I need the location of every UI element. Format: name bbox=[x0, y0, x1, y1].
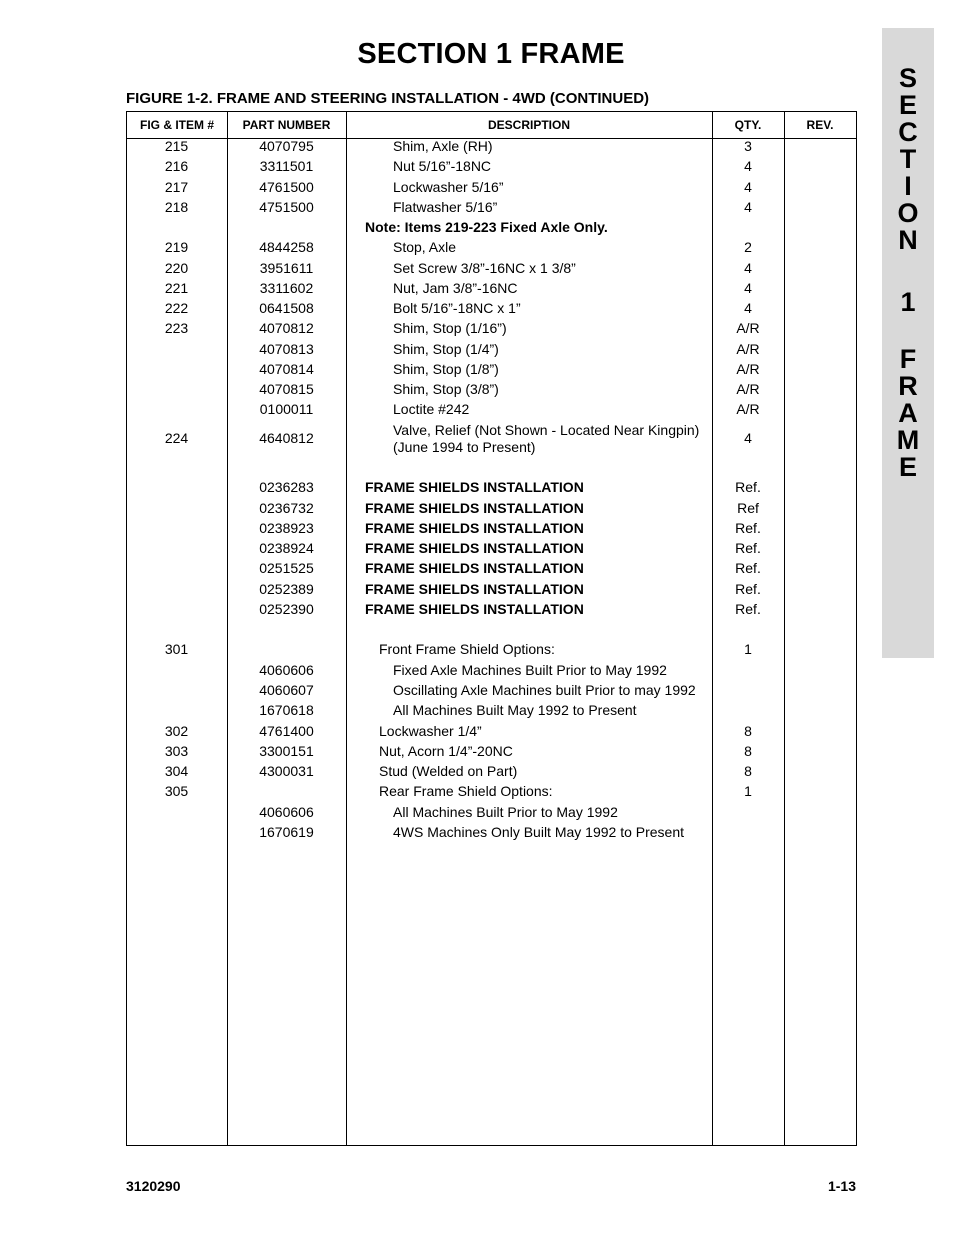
description-cell: Valve, Relief (Not Shown - Located Near Kingpin) bbox=[393, 422, 700, 438]
side-tab-letter: M bbox=[896, 425, 920, 455]
part-number-cell: 0236283 bbox=[259, 479, 314, 495]
description-cell: Flatwasher 5/16” bbox=[393, 199, 498, 215]
description-cell: Shim, Stop (3/8”) bbox=[393, 381, 499, 397]
qty-cell: 4 bbox=[744, 199, 752, 215]
qty-cell: 4 bbox=[744, 430, 752, 446]
part-number-cell: 3951611 bbox=[259, 260, 314, 276]
fig-item-cell: 302 bbox=[164, 723, 189, 739]
part-number-cell: 1670618 bbox=[259, 702, 314, 718]
header-description: DESCRIPTION bbox=[487, 118, 570, 132]
side-tab-letter: F bbox=[899, 344, 917, 374]
qty-cell: 3 bbox=[744, 138, 752, 154]
document-number: 3120290 bbox=[126, 1178, 181, 1194]
description-cell: Shim, Axle (RH) bbox=[393, 138, 493, 154]
side-tab-letter: O bbox=[897, 198, 919, 228]
qty-cell: Ref. bbox=[735, 520, 761, 536]
description-cell: 4WS Machines Only Built May 1992 to Present bbox=[393, 824, 685, 840]
description-cell: Note: Items 219-223 Fixed Axle Only. bbox=[365, 219, 608, 235]
qty-cell: Ref. bbox=[735, 560, 761, 576]
figure-title: FIGURE 1-2. FRAME AND STEERING INSTALLATION - 4WD (CONTINUED) bbox=[126, 90, 650, 107]
part-number-cell: 4060606 bbox=[259, 662, 314, 678]
description-cell: Shim, Stop (1/8”) bbox=[393, 361, 499, 377]
side-tab-letter: E bbox=[898, 452, 917, 482]
qty-cell: A/R bbox=[736, 361, 760, 377]
part-number-cell: 3311602 bbox=[259, 280, 314, 296]
header-part-number: PART NUMBER bbox=[242, 118, 331, 132]
part-number-cell: 4844258 bbox=[259, 239, 314, 255]
qty-cell: 8 bbox=[744, 723, 752, 739]
part-number-cell: 3311501 bbox=[259, 158, 314, 174]
qty-cell: 4 bbox=[744, 179, 752, 195]
fig-item-cell: 223 bbox=[164, 320, 189, 336]
qty-cell: A/R bbox=[736, 401, 760, 417]
description-cell: Nut 5/16”-18NC bbox=[393, 158, 492, 174]
description-cell: Oscillating Axle Machines built Prior to may 1992 bbox=[393, 682, 696, 698]
part-number-cell: 4640812 bbox=[259, 430, 314, 446]
side-tab-letter: E bbox=[898, 90, 917, 120]
part-number-cell: 4070812 bbox=[259, 320, 314, 336]
header-rev: REV. bbox=[806, 118, 834, 132]
fig-item-cell: 304 bbox=[164, 763, 189, 779]
qty-cell: 4 bbox=[744, 158, 752, 174]
description-cell: Loctite #242 bbox=[393, 401, 470, 417]
description-cell: Fixed Axle Machines Built Prior to May 1992 bbox=[393, 662, 667, 678]
side-tab-letter: A bbox=[898, 398, 918, 428]
side-tab-letter: I bbox=[904, 171, 912, 201]
part-number-cell: 4070813 bbox=[259, 341, 314, 357]
description-cell: Lockwasher 1/4” bbox=[379, 723, 482, 739]
description-cell: FRAME SHIELDS INSTALLATION bbox=[365, 500, 584, 516]
section-side-tab bbox=[882, 28, 934, 658]
fig-item-cell: 215 bbox=[164, 138, 189, 154]
description-cell: Shim, Stop (1/16”) bbox=[393, 320, 507, 336]
description-cell: FRAME SHIELDS INSTALLATION bbox=[365, 581, 584, 597]
part-number-cell: 0238924 bbox=[259, 540, 314, 556]
qty-cell: 2 bbox=[744, 239, 752, 255]
part-number-cell: 3300151 bbox=[259, 743, 314, 759]
page-number: 1-13 bbox=[827, 1178, 856, 1194]
fig-item-cell: 305 bbox=[164, 783, 189, 799]
part-number-cell: 0252389 bbox=[259, 581, 314, 597]
qty-cell: A/R bbox=[736, 320, 760, 336]
description-cell: Bolt 5/16”-18NC x 1” bbox=[393, 300, 521, 316]
description-cell: Nut, Acorn 1/4”-20NC bbox=[379, 743, 513, 759]
part-number-cell: 1670619 bbox=[259, 824, 314, 840]
part-number-cell: 4761400 bbox=[259, 723, 314, 739]
fig-item-cell: 219 bbox=[164, 239, 189, 255]
qty-cell: 4 bbox=[744, 300, 752, 316]
column-divider bbox=[784, 112, 785, 1145]
part-number-cell: 0252390 bbox=[259, 601, 314, 617]
description-cell: Set Screw 3/8”-16NC x 1 3/8” bbox=[393, 260, 576, 276]
description-cell: All Machines Built Prior to May 1992 bbox=[393, 804, 618, 820]
part-number-cell: 4070795 bbox=[259, 138, 314, 154]
fig-item-cell: 221 bbox=[164, 280, 189, 296]
qty-cell: A/R bbox=[736, 341, 760, 357]
qty-cell: 1 bbox=[744, 641, 752, 657]
qty-cell: Ref. bbox=[735, 540, 761, 556]
side-tab-letter: S bbox=[898, 63, 917, 93]
part-number-cell: 4300031 bbox=[259, 763, 314, 779]
fig-item-cell: 216 bbox=[164, 158, 189, 174]
qty-cell: 4 bbox=[744, 280, 752, 296]
part-number-cell: 0236732 bbox=[259, 500, 314, 516]
side-tab-letter: R bbox=[898, 371, 918, 401]
header-qty: QTY. bbox=[734, 118, 762, 132]
part-number-cell: 4060606 bbox=[259, 804, 314, 820]
qty-cell: Ref. bbox=[735, 601, 761, 617]
description-cell: FRAME SHIELDS INSTALLATION bbox=[365, 560, 584, 576]
side-tab-letter: T bbox=[899, 144, 917, 174]
side-tab-letter: N bbox=[898, 225, 918, 255]
description-cell: All Machines Built May 1992 to Present bbox=[393, 702, 637, 718]
description-cell: Stop, Axle bbox=[393, 239, 457, 255]
qty-cell: 1 bbox=[744, 783, 752, 799]
part-number-cell: 0238923 bbox=[259, 520, 314, 536]
qty-cell: Ref. bbox=[735, 479, 761, 495]
fig-item-cell: 224 bbox=[164, 430, 189, 446]
fig-item-cell: 222 bbox=[164, 300, 189, 316]
fig-item-cell: 301 bbox=[164, 641, 189, 657]
description-cell: FRAME SHIELDS INSTALLATION bbox=[365, 520, 584, 536]
qty-cell: Ref. bbox=[735, 581, 761, 597]
description-cell: Rear Frame Shield Options: bbox=[379, 783, 553, 799]
side-tab-letter: C bbox=[898, 117, 918, 147]
qty-cell: 8 bbox=[744, 763, 752, 779]
description-cell: FRAME SHIELDS INSTALLATION bbox=[365, 601, 584, 617]
part-number-cell: 4070815 bbox=[259, 381, 314, 397]
description-cell: Front Frame Shield Options: bbox=[379, 641, 555, 657]
header-fig-item: FIG & ITEM # bbox=[139, 118, 214, 132]
fig-item-cell: 220 bbox=[164, 260, 189, 276]
section-title: SECTION 1 FRAME bbox=[357, 38, 625, 70]
description-cell: Shim, Stop (1/4”) bbox=[393, 341, 499, 357]
qty-cell: Ref bbox=[737, 500, 759, 516]
description-cell: Lockwasher 5/16” bbox=[393, 179, 504, 195]
part-number-cell: 0641508 bbox=[259, 300, 314, 316]
description-cell-continued: (June 1994 to Present) bbox=[393, 439, 536, 455]
part-number-cell: 4761500 bbox=[259, 179, 314, 195]
part-number-cell: 4070814 bbox=[259, 361, 314, 377]
description-cell: Nut, Jam 3/8”-16NC bbox=[393, 280, 518, 296]
fig-item-cell: 303 bbox=[164, 743, 189, 759]
qty-cell: A/R bbox=[736, 381, 760, 397]
description-cell: FRAME SHIELDS INSTALLATION bbox=[365, 540, 584, 556]
qty-cell: 4 bbox=[744, 260, 752, 276]
fig-item-cell: 217 bbox=[164, 179, 189, 195]
side-tab-letter: 1 bbox=[900, 287, 916, 317]
part-number-cell: 4060607 bbox=[259, 682, 314, 698]
description-cell: FRAME SHIELDS INSTALLATION bbox=[365, 479, 584, 495]
description-cell: Stud (Welded on Part) bbox=[379, 763, 518, 779]
part-number-cell: 4751500 bbox=[259, 199, 314, 215]
fig-item-cell: 218 bbox=[164, 199, 189, 215]
part-number-cell: 0100011 bbox=[259, 401, 314, 417]
part-number-cell: 0251525 bbox=[259, 560, 314, 576]
column-divider bbox=[346, 112, 347, 1145]
qty-cell: 8 bbox=[744, 743, 752, 759]
